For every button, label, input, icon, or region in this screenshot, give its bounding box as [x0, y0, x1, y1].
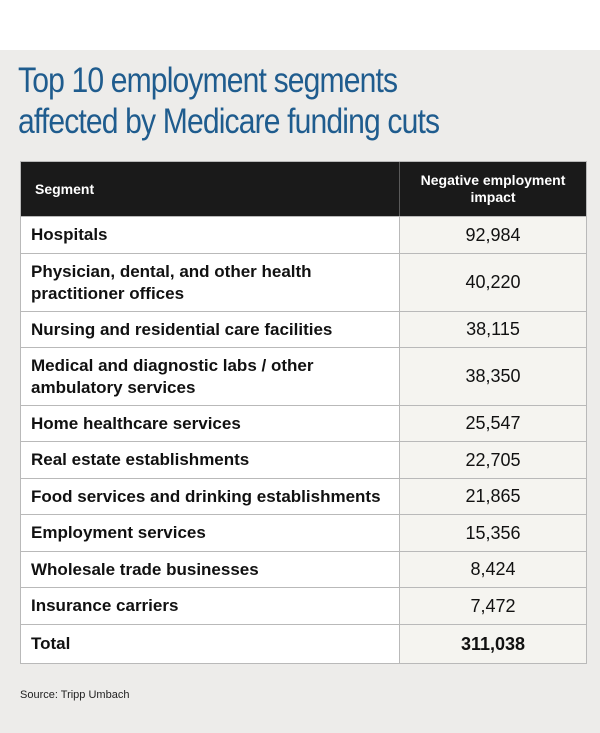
- segment-cell: Nursing and residential care facilities: [21, 312, 399, 347]
- table-row: [21, 253, 586, 311]
- table-row-total: [21, 624, 586, 663]
- table-row: [21, 347, 586, 405]
- table-row: [21, 311, 586, 347]
- impact-value-cell: 38,115: [399, 312, 586, 347]
- segment-cell: Food services and drinking establishments: [21, 479, 399, 514]
- total-label: Total: [21, 625, 399, 663]
- table-row: [21, 441, 586, 478]
- segment-cell: Medical and diagnostic labs / other ambulatory services: [21, 348, 399, 405]
- segment-cell: Home healthcare services: [21, 406, 399, 441]
- impact-value-cell: 38,350: [399, 348, 586, 405]
- table-row: [21, 478, 586, 514]
- employment-table: [20, 161, 587, 664]
- table-row: [21, 405, 586, 441]
- table-row: [21, 551, 586, 587]
- title-line-2: affected by Medicare funding cuts: [18, 102, 440, 141]
- table-row: [21, 587, 586, 624]
- title-line-1: Top 10 employment segments: [18, 61, 398, 100]
- segment-cell: Employment services: [21, 515, 399, 551]
- top-margin: [0, 0, 600, 50]
- impact-value-cell: 25,547: [399, 406, 586, 441]
- impact-value-cell: 40,220: [399, 254, 586, 311]
- segment-cell: Insurance carriers: [21, 588, 399, 624]
- source-note: Source: Tripp Umbach: [20, 689, 130, 701]
- impact-value-cell: 8,424: [399, 552, 586, 587]
- impact-value-cell: 7,472: [399, 588, 586, 624]
- header-impact: Negative employment impact: [399, 162, 586, 216]
- table-body: [21, 216, 586, 624]
- table-header: [21, 162, 586, 216]
- impact-value-cell: 22,705: [399, 442, 586, 478]
- header-segment: Segment: [35, 181, 95, 197]
- impact-value-cell: 21,865: [399, 479, 586, 514]
- table-row: [21, 514, 586, 551]
- chart-title: [18, 60, 508, 142]
- segment-cell: Wholesale trade businesses: [21, 552, 399, 587]
- table-row: [21, 216, 586, 253]
- impact-value-cell: 15,356: [399, 515, 586, 551]
- segment-cell: Real estate establishments: [21, 442, 399, 478]
- segment-cell: Hospitals: [21, 217, 399, 253]
- segment-cell: Physician, dental, and other health practitioner offices: [21, 254, 399, 311]
- total-value: 311,038: [399, 625, 586, 663]
- impact-value-cell: 92,984: [399, 217, 586, 253]
